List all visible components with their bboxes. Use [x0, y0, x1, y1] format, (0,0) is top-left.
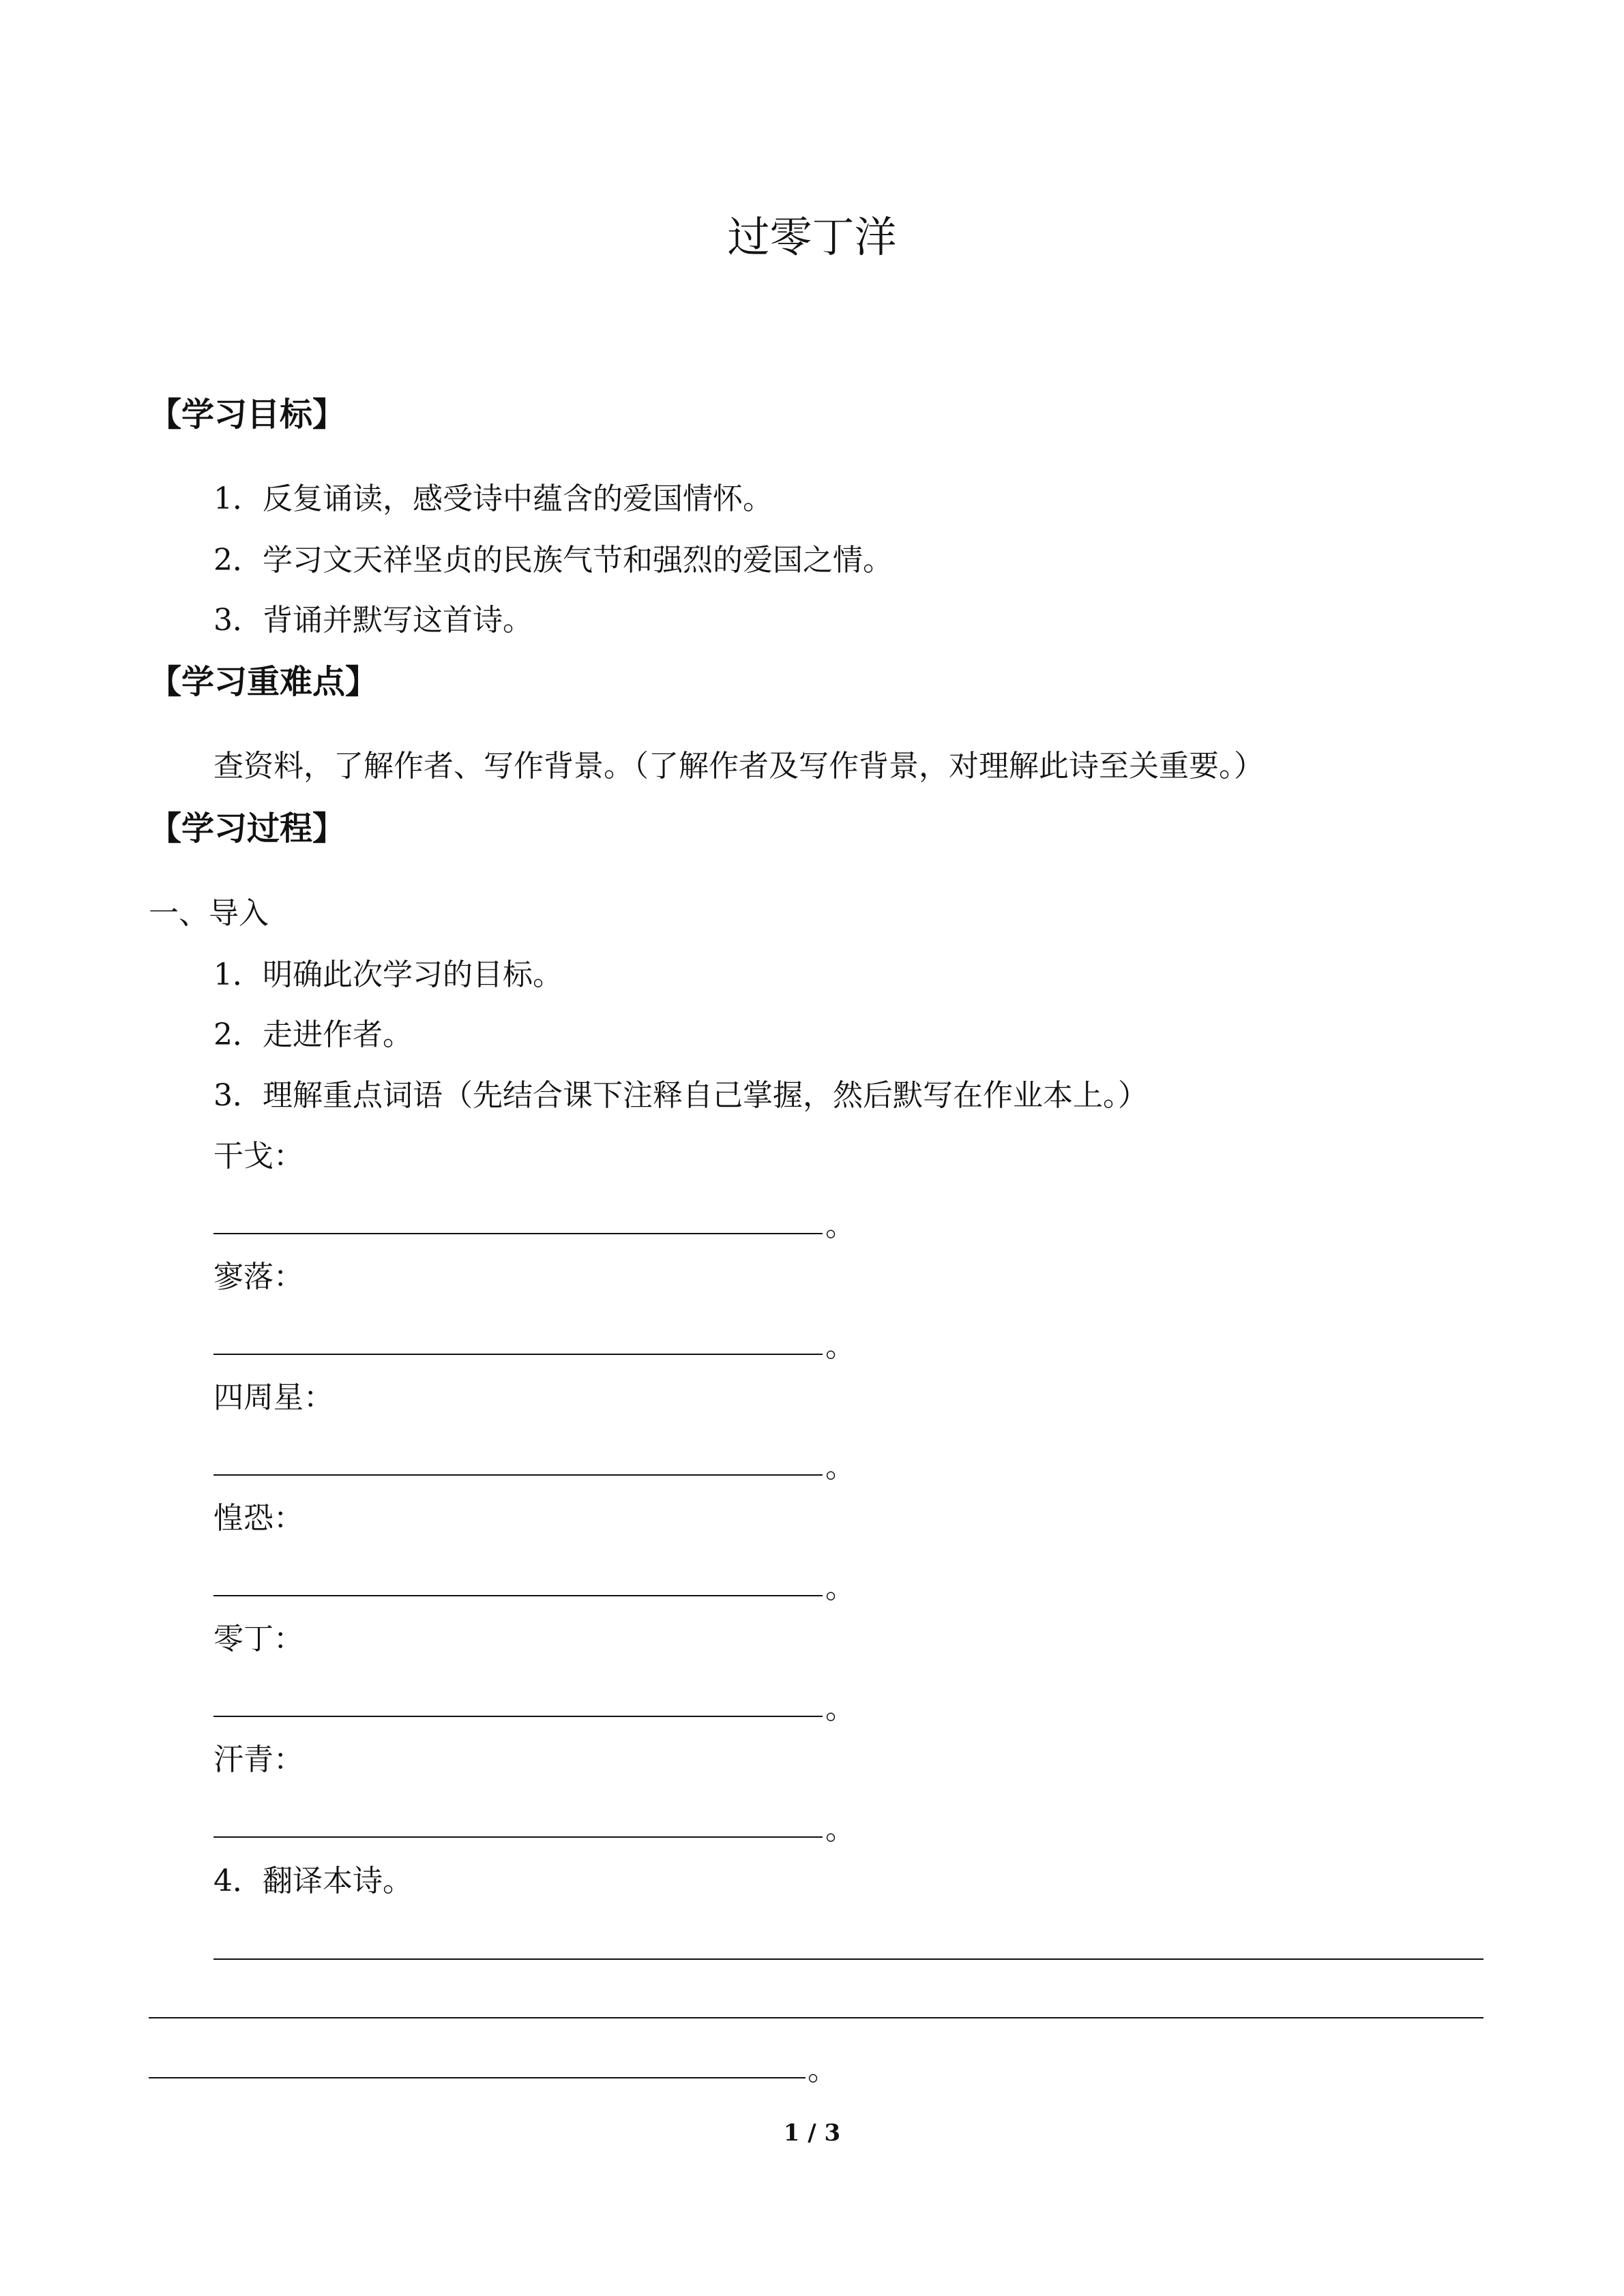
- goal-item: 2．学习文天祥坚贞的民族气节和强烈的爱国之情。: [213, 543, 893, 578]
- translation-line[interactable]: [149, 2017, 1483, 2018]
- blank-period: 。: [825, 1208, 855, 1243]
- goal-item: 1．反复诵读，感受诗中蕴含的爱国情怀。: [213, 481, 773, 516]
- vocab-term: 四周星：: [213, 1380, 334, 1415]
- section-heading-goals: 【学习目标】: [149, 396, 346, 434]
- process-step: 2．走进作者。: [213, 1017, 413, 1052]
- key-points-text: 查资料，了解作者、写作背景。（了解作者及写作背景，对理解此诗至关重要。）: [213, 749, 1264, 784]
- blank-period: 。: [825, 1691, 855, 1726]
- blank-period: 。: [825, 1812, 855, 1847]
- section-heading-key-points: 【学习重难点】: [149, 663, 379, 701]
- answer-blank[interactable]: [213, 1474, 823, 1476]
- goal-item: 3．背诵并默写这首诗。: [213, 603, 533, 638]
- process-step: 1．明确此次学习的目标。: [213, 957, 563, 992]
- answer-blank[interactable]: [213, 1716, 823, 1717]
- translation-line[interactable]: [213, 1958, 1483, 1960]
- process-step: 3．理解重点词语（先结合课下注释自己掌握，然后默写在作业本上。）: [213, 1078, 1148, 1113]
- translation-line[interactable]: [149, 2077, 806, 2078]
- answer-blank[interactable]: [213, 1233, 823, 1234]
- blank-period: 。: [825, 1329, 855, 1364]
- page-title: 过零丁洋: [727, 212, 897, 262]
- page-number: 1 / 3: [783, 2119, 841, 2147]
- section-heading-process: 【学习过程】: [149, 809, 346, 848]
- blank-period: 。: [808, 2053, 838, 2087]
- vocab-term: 惶恐：: [213, 1501, 304, 1536]
- blank-period: 。: [825, 1450, 855, 1485]
- answer-blank[interactable]: [213, 1354, 823, 1355]
- vocab-term: 零丁：: [213, 1622, 304, 1656]
- vocab-term: 寥落：: [213, 1259, 304, 1294]
- answer-blank[interactable]: [213, 1836, 823, 1838]
- vocab-term: 汗青：: [213, 1742, 304, 1777]
- process-step-4: 4．翻译本诗。: [213, 1864, 413, 1898]
- answer-blank[interactable]: [213, 1595, 823, 1596]
- process-part-1: 一、导入: [149, 896, 269, 931]
- blank-period: 。: [825, 1570, 855, 1605]
- vocab-term: 干戈：: [213, 1139, 304, 1174]
